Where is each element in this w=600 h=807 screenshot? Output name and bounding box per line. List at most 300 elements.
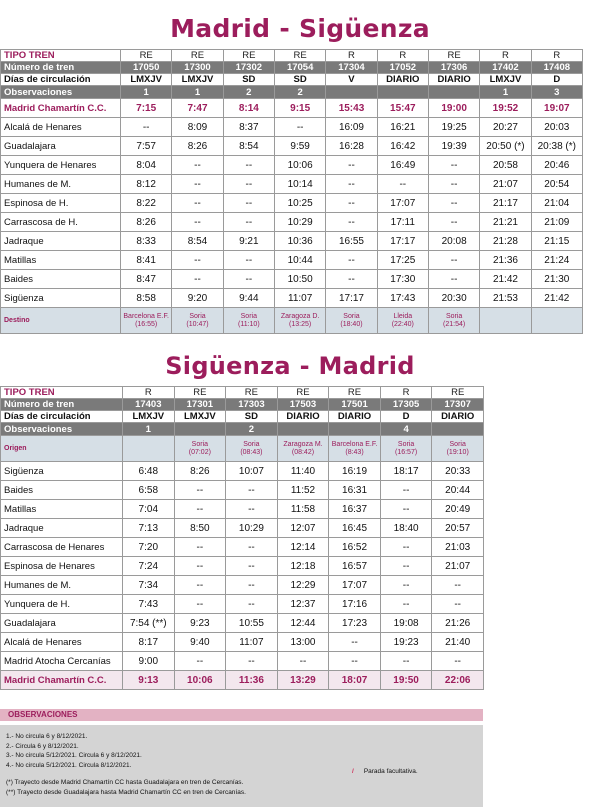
obs-cell	[377, 86, 428, 99]
time-cell: --	[172, 270, 223, 289]
station-row	[1, 156, 583, 175]
destination-cell	[121, 308, 172, 334]
time-cell: --	[380, 576, 432, 595]
type-cell: R	[380, 387, 432, 399]
time-cell: 10:25	[274, 194, 325, 213]
station-row	[1, 633, 484, 652]
number-cell: 17307	[432, 399, 484, 411]
origin-cell	[432, 436, 484, 462]
time-cell: --	[432, 652, 484, 671]
time-cell: 8:22	[121, 194, 172, 213]
time-cell: --	[174, 500, 226, 519]
time-cell: 21:42	[480, 270, 531, 289]
time-cell: --	[380, 500, 432, 519]
time-cell: 21:15	[531, 232, 582, 251]
time-cell: 17:11	[377, 213, 428, 232]
station-name: Yunquera de Henares	[1, 156, 121, 175]
time-cell: 15:43	[326, 99, 377, 118]
time-cell: 12:14	[277, 538, 329, 557]
time-cell: 8:54	[223, 137, 274, 156]
origin-cell	[380, 436, 432, 462]
origin-time: (08:42)	[291, 448, 315, 456]
time-cell: --	[432, 576, 484, 595]
time-cell: 7:15	[121, 99, 172, 118]
time-cell: 8:26	[172, 137, 223, 156]
time-cell: 19:52	[480, 99, 531, 118]
station-name: Carrascosa de H.	[1, 213, 121, 232]
time-cell: --	[174, 538, 226, 557]
time-cell: 18:40	[380, 519, 432, 538]
destination-station: Soria	[343, 312, 360, 320]
time-cell: 16:28	[326, 137, 377, 156]
time-cell: 20:08	[428, 232, 479, 251]
destination-station: Soria	[445, 312, 463, 320]
days-cell: DIARIO	[432, 411, 484, 423]
observation-note: 1.- No circula 6 y 8/12/2021.	[6, 733, 88, 740]
destination-label: Destino	[1, 308, 121, 334]
days-row	[1, 74, 583, 86]
time-cell: 8:14	[223, 99, 274, 118]
number-cell: 17503	[277, 399, 329, 411]
time-cell: --	[428, 213, 479, 232]
time-cell: 15:47	[377, 99, 428, 118]
time-cell: 20:38 (*)	[531, 137, 582, 156]
time-cell: --	[226, 538, 278, 557]
destination-cell	[223, 308, 274, 334]
station-row	[1, 462, 484, 481]
destination-cell	[531, 308, 582, 334]
obs-cell: 2	[226, 423, 278, 436]
station-row	[1, 481, 484, 500]
time-cell: 16:45	[329, 519, 381, 538]
origin-time: (19:10)	[446, 448, 469, 456]
time-cell: 10:07	[226, 462, 278, 481]
time-cell: --	[223, 251, 274, 270]
time-cell: --	[172, 194, 223, 213]
origin-cell	[123, 436, 175, 462]
station-name: Baides	[1, 481, 123, 500]
observations-footnotes	[6, 778, 477, 797]
time-cell: 16:55	[326, 232, 377, 251]
time-cell: 19:07	[531, 99, 582, 118]
station-row	[1, 519, 484, 538]
time-cell: 12:18	[277, 557, 329, 576]
number-cell: 17306	[428, 62, 479, 74]
origin-time: (08:43)	[240, 448, 263, 456]
time-cell: 20:49	[432, 500, 484, 519]
type-cell: R	[480, 50, 531, 62]
destination-row	[1, 308, 583, 334]
time-cell: 17:43	[377, 289, 428, 308]
destination-time: (11:10)	[237, 320, 260, 328]
observations-box	[0, 725, 483, 807]
time-cell: --	[172, 175, 223, 194]
observation-note: 2.- Circula 6 y 8/12/2021.	[6, 742, 79, 750]
time-cell: 21:09	[531, 213, 582, 232]
station-name: Humanes de M.	[1, 175, 121, 194]
station-name: Baides	[1, 270, 121, 289]
type-cell: R	[531, 50, 582, 62]
days-cell: LMXJV	[174, 411, 226, 423]
time-cell: 19:50	[380, 671, 432, 690]
destination-cell	[377, 308, 428, 334]
observation-footnote: (**) Trayecto desde Guadalajara hasta Madrid Chamartín CC en tren de Cercanías.	[6, 788, 246, 796]
time-cell: --	[428, 270, 479, 289]
days-cell: SD	[274, 74, 325, 86]
time-cell: --	[223, 194, 274, 213]
type-cell: RE	[277, 387, 329, 399]
time-cell: 16:09	[326, 118, 377, 137]
time-cell: --	[380, 538, 432, 557]
obs-cell	[428, 86, 479, 99]
time-cell: --	[172, 156, 223, 175]
facultative-stop-symbol: /	[352, 768, 354, 775]
time-cell: --	[174, 481, 226, 500]
time-cell: 16:42	[377, 137, 428, 156]
time-cell: 21:17	[480, 194, 531, 213]
obs-cell	[326, 86, 377, 99]
time-cell: 8:26	[174, 462, 226, 481]
time-cell: 10:06	[274, 156, 325, 175]
time-cell: 10:06	[174, 671, 226, 690]
time-cell: 21:36	[480, 251, 531, 270]
type-cell: R	[123, 387, 175, 399]
number-cell: 17301	[174, 399, 226, 411]
time-cell: 21:26	[432, 614, 484, 633]
time-cell: 19:08	[380, 614, 432, 633]
time-cell: 8:41	[121, 251, 172, 270]
time-cell: 9:59	[274, 137, 325, 156]
time-cell: 8:37	[223, 118, 274, 137]
station-row	[1, 251, 583, 270]
time-cell: 20:44	[432, 481, 484, 500]
station-name: Matillas	[1, 251, 121, 270]
number-cell: 17300	[172, 62, 223, 74]
time-cell: 17:16	[329, 595, 381, 614]
time-cell: 21:07	[480, 175, 531, 194]
destination-station: Barcelona E.F.	[123, 312, 169, 320]
time-cell: 19:25	[428, 118, 479, 137]
origin-station: Soria	[449, 440, 466, 448]
time-cell: --	[380, 557, 432, 576]
days-cell: DIARIO	[428, 74, 479, 86]
time-cell: --	[380, 595, 432, 614]
number-cell: 17302	[223, 62, 274, 74]
time-cell: 13:29	[277, 671, 329, 690]
origin-station: Soria	[397, 440, 415, 448]
destination-time: (22:40)	[391, 320, 414, 328]
origin-station: Zaragoza M.	[283, 440, 323, 448]
station-row	[1, 175, 583, 194]
time-cell: 21:24	[531, 251, 582, 270]
time-cell: 16:37	[329, 500, 381, 519]
time-cell: 20:46	[531, 156, 582, 175]
time-cell: 16:52	[329, 538, 381, 557]
time-cell: 12:44	[277, 614, 329, 633]
type-row	[1, 50, 583, 62]
station-name: Madrid Chamartín C.C.	[1, 99, 121, 118]
time-cell: 12:37	[277, 595, 329, 614]
origin-cell	[277, 436, 329, 462]
time-cell: 7:20	[123, 538, 175, 557]
days-cell: LMXJV	[480, 74, 531, 86]
observations-row	[1, 86, 583, 99]
time-cell: --	[223, 156, 274, 175]
destination-cell	[480, 308, 531, 334]
time-cell: 7:13	[123, 519, 175, 538]
time-cell: --	[274, 118, 325, 137]
time-cell: 9:15	[274, 99, 325, 118]
time-cell: 6:48	[123, 462, 175, 481]
obs-cell: 1	[480, 86, 531, 99]
time-cell: 17:30	[377, 270, 428, 289]
time-cell: --	[226, 576, 278, 595]
time-cell: 10:29	[274, 213, 325, 232]
station-name: Carrascosa de Henares	[1, 538, 123, 557]
time-cell: 8:33	[121, 232, 172, 251]
station-name: Sigüenza	[1, 462, 123, 481]
time-cell: --	[223, 270, 274, 289]
time-cell: 20:33	[432, 462, 484, 481]
station-name: Jadraque	[1, 232, 121, 251]
time-cell: --	[326, 156, 377, 175]
time-cell: --	[174, 652, 226, 671]
station-name: Humanes de M.	[1, 576, 123, 595]
time-cell: 9:20	[172, 289, 223, 308]
destination-cell	[326, 308, 377, 334]
station-row	[1, 500, 484, 519]
time-cell: 21:40	[432, 633, 484, 652]
time-cell: 21:28	[480, 232, 531, 251]
number-cell: 17304	[326, 62, 377, 74]
facultative-stop-legend	[352, 768, 418, 775]
obs-cell: 1	[172, 86, 223, 99]
time-cell: 10:36	[274, 232, 325, 251]
number-cell: 17052	[377, 62, 428, 74]
train-number-row	[1, 62, 583, 74]
time-cell: 20:54	[531, 175, 582, 194]
time-cell: 21:53	[480, 289, 531, 308]
station-name: Guadalajara	[1, 614, 123, 633]
days-cell: LMXJV	[172, 74, 223, 86]
time-cell: --	[226, 500, 278, 519]
time-cell: 8:17	[123, 633, 175, 652]
type-cell: RE	[121, 50, 172, 62]
time-cell: 21:42	[531, 289, 582, 308]
obs-label: Observaciones	[1, 423, 123, 436]
time-cell: 21:07	[432, 557, 484, 576]
type-row	[1, 387, 484, 399]
days-cell: LMXJV	[121, 74, 172, 86]
time-cell: 18:17	[380, 462, 432, 481]
time-cell: --	[329, 652, 381, 671]
time-cell: 20:50 (*)	[480, 137, 531, 156]
origin-time: (16:57)	[395, 448, 418, 456]
type-cell: RE	[223, 50, 274, 62]
number-cell: 17501	[329, 399, 381, 411]
station-name: Sigüenza	[1, 289, 121, 308]
number-cell: 17303	[226, 399, 278, 411]
origin-cell	[226, 436, 278, 462]
station-row	[1, 557, 484, 576]
type-cell: RE	[432, 387, 484, 399]
observations-row	[1, 423, 484, 436]
destination-time: (21:54)	[443, 320, 466, 328]
obs-cell	[277, 423, 329, 436]
type-cell: RE	[329, 387, 381, 399]
days-label: Días de circulación	[1, 411, 123, 423]
time-cell: --	[172, 251, 223, 270]
time-cell: 11:36	[226, 671, 278, 690]
destination-cell	[428, 308, 479, 334]
train-number-row	[1, 399, 484, 411]
obs-cell: 2	[223, 86, 274, 99]
days-row	[1, 411, 484, 423]
type-cell: RE	[428, 50, 479, 62]
time-cell: 10:50	[274, 270, 325, 289]
time-cell: 6:58	[123, 481, 175, 500]
time-cell: 7:34	[123, 576, 175, 595]
time-cell: 10:55	[226, 614, 278, 633]
number-cell: 17403	[123, 399, 175, 411]
time-cell: 7:57	[121, 137, 172, 156]
time-cell: --	[428, 156, 479, 175]
obs-cell	[329, 423, 381, 436]
obs-cell: 4	[380, 423, 432, 436]
time-cell: 16:19	[329, 462, 381, 481]
destination-time: (10:47)	[186, 320, 209, 328]
days-label: Días de circulación	[1, 74, 121, 86]
time-cell: 16:57	[329, 557, 381, 576]
time-cell: 21:03	[432, 538, 484, 557]
obs-cell: 1	[123, 423, 175, 436]
time-cell: 7:04	[123, 500, 175, 519]
station-row	[1, 671, 484, 690]
station-name: Alcalá de Henares	[1, 118, 121, 137]
origin-row	[1, 436, 484, 462]
station-row	[1, 614, 484, 633]
time-cell: 8:54	[172, 232, 223, 251]
time-cell: --	[226, 557, 278, 576]
time-cell: --	[326, 270, 377, 289]
station-row	[1, 576, 484, 595]
title-siguenza-madrid: Sigüenza - Madrid	[165, 352, 415, 380]
station-name: Madrid Atocha Cercanías	[1, 652, 123, 671]
time-cell: 10:14	[274, 175, 325, 194]
time-cell: 16:21	[377, 118, 428, 137]
time-cell: --	[432, 595, 484, 614]
days-cell: SD	[226, 411, 278, 423]
type-cell: RE	[172, 50, 223, 62]
observations-heading: OBSERVACIONES	[0, 709, 483, 721]
observations-notes	[6, 732, 477, 770]
origin-time: (07:02)	[188, 448, 211, 456]
obs-cell	[174, 423, 226, 436]
time-cell: 9:00	[123, 652, 175, 671]
time-cell: --	[428, 194, 479, 213]
time-cell: 8:26	[121, 213, 172, 232]
time-cell: 9:40	[174, 633, 226, 652]
time-cell: --	[380, 481, 432, 500]
type-cell: RE	[274, 50, 325, 62]
time-cell: 17:25	[377, 251, 428, 270]
time-cell: 8:04	[121, 156, 172, 175]
station-name: Yunquera de H.	[1, 595, 123, 614]
type-cell: RE	[174, 387, 226, 399]
time-cell: 18:07	[329, 671, 381, 690]
observation-note: 4.- No circula 5/12/2021. Circula 8/12/2021.	[6, 761, 132, 769]
time-cell: --	[172, 213, 223, 232]
destination-station: Lleida	[393, 312, 413, 320]
time-cell: 19:39	[428, 137, 479, 156]
number-cell: 17054	[274, 62, 325, 74]
time-cell: 17:17	[377, 232, 428, 251]
time-cell: 9:23	[174, 614, 226, 633]
time-cell: --	[380, 652, 432, 671]
time-cell: 20:57	[432, 519, 484, 538]
station-name: Madrid Chamartín C.C.	[1, 671, 123, 690]
station-row	[1, 270, 583, 289]
days-cell: V	[326, 74, 377, 86]
obs-cell: 3	[531, 86, 582, 99]
time-cell: --	[326, 213, 377, 232]
obs-cell	[432, 423, 484, 436]
station-row	[1, 289, 583, 308]
number-cell: 17305	[380, 399, 432, 411]
station-name: Espinosa de H.	[1, 194, 121, 213]
time-cell: 10:44	[274, 251, 325, 270]
time-cell: 10:29	[226, 519, 278, 538]
time-cell: 9:13	[123, 671, 175, 690]
station-row	[1, 652, 484, 671]
time-cell: 8:09	[172, 118, 223, 137]
time-cell: 8:12	[121, 175, 172, 194]
time-cell: 7:43	[123, 595, 175, 614]
facultative-stop-label: Parada facultativa.	[363, 768, 418, 775]
time-cell: --	[174, 595, 226, 614]
destination-station: Soria	[240, 312, 257, 320]
time-cell: 9:44	[223, 289, 274, 308]
time-cell: 9:21	[223, 232, 274, 251]
station-name: Guadalajara	[1, 137, 121, 156]
destination-cell	[172, 308, 223, 334]
time-cell: --	[326, 251, 377, 270]
station-row	[1, 232, 583, 251]
obs-cell: 1	[121, 86, 172, 99]
time-cell: 12:29	[277, 576, 329, 595]
obs-cell: 2	[274, 86, 325, 99]
station-row	[1, 137, 583, 156]
time-cell: --	[428, 251, 479, 270]
days-cell: DIARIO	[277, 411, 329, 423]
type-label: TIPO TREN	[1, 387, 123, 399]
station-name: Alcalá de Henares	[1, 633, 123, 652]
days-cell: DIARIO	[329, 411, 381, 423]
time-cell: --	[226, 595, 278, 614]
days-cell: D	[380, 411, 432, 423]
time-cell: 13:00	[277, 633, 329, 652]
station-row	[1, 538, 484, 557]
time-cell: --	[174, 576, 226, 595]
station-name: Jadraque	[1, 519, 123, 538]
type-cell: R	[326, 50, 377, 62]
number-label: Número de tren	[1, 62, 121, 74]
time-cell: 17:23	[329, 614, 381, 633]
time-cell: 12:07	[277, 519, 329, 538]
time-cell: --	[223, 175, 274, 194]
type-label: TIPO TREN	[1, 50, 121, 62]
time-cell: 17:17	[326, 289, 377, 308]
